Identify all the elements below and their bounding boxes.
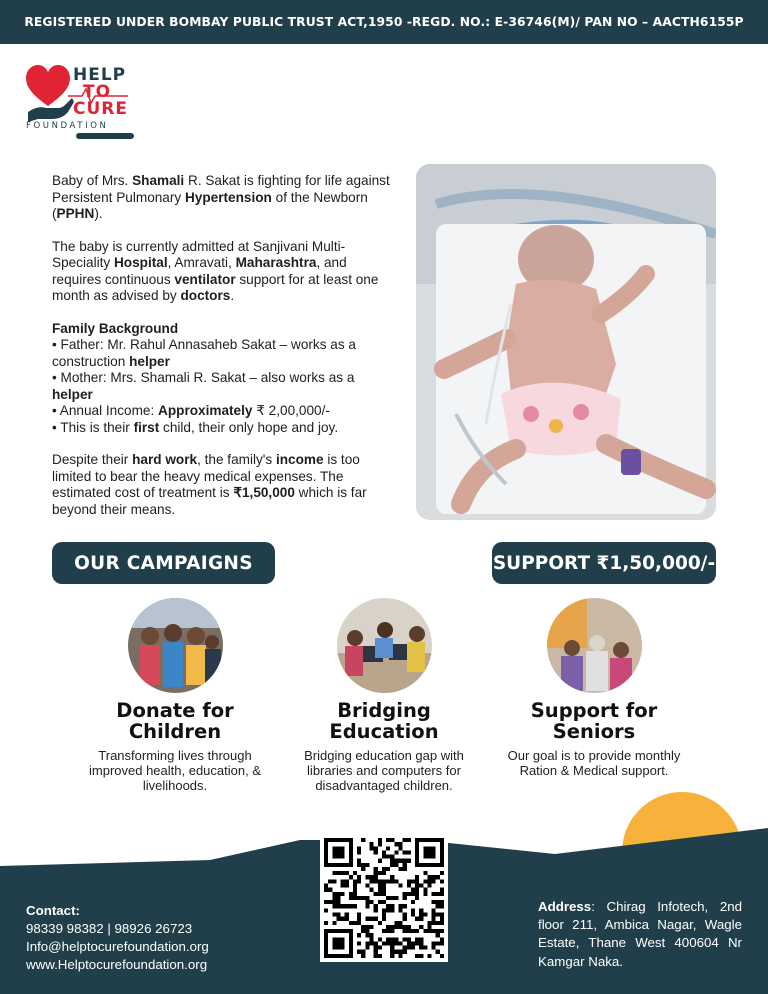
campaign-seniors-title: Support for Seniors xyxy=(530,699,658,743)
support-amount-button[interactable] xyxy=(492,542,716,584)
campaign-education-desc: Bridging education gap with libraries and computers for disadvantaged children. xyxy=(304,748,464,793)
registration-text: REGISTERED UNDER BOMBAY PUBLIC TRUST ACT,1950 -REGD. NO.: E-36746(M)/ PAN NO – AACTH6155P xyxy=(24,15,744,29)
logo-tagline-bar xyxy=(76,133,134,139)
contact-website[interactable]: www.Helptocurefoundation.org xyxy=(26,957,208,972)
campaign-children[interactable] xyxy=(75,598,275,793)
family-bullet-income: • Annual Income: Approximately ₹ 2,00,000/- xyxy=(52,403,330,418)
support-amount-label: SUPPORT ₹1,50,000/- xyxy=(492,552,716,574)
our-campaigns-label: OUR CAMPAIGNS xyxy=(74,552,253,574)
family-bullet-father: • Father: Mr. Rahul Annasaheb Sakat – works as a construction helper xyxy=(52,337,356,369)
children-photo xyxy=(128,598,223,693)
contact-block xyxy=(26,902,209,974)
logo-to-text: TO xyxy=(83,82,112,102)
campaign-children-desc: Transforming lives through improved health, education, & livelihoods. xyxy=(89,748,261,793)
family-background xyxy=(52,321,392,437)
our-campaigns-button[interactable] xyxy=(52,542,275,584)
contact-email[interactable]: Info@helptocurefoundation.org xyxy=(26,939,209,954)
address-block xyxy=(538,898,742,971)
qr-code-icon xyxy=(324,838,444,958)
logo-help-text: HELP xyxy=(73,65,127,85)
heart-hand-icon xyxy=(24,62,74,122)
family-bullet-child: • This is their first child, their only hope and joy. xyxy=(52,419,339,435)
logo-foundation-text: FOUNDATION xyxy=(26,121,109,131)
family-background-title: Family Background xyxy=(52,320,179,336)
education-photo xyxy=(337,598,432,693)
story-intro: Baby of Mrs. Shamali R. Sakat is fighting for life against Persistent Pulmonary Hypertension of the Newborn (PPHN). xyxy=(52,173,390,221)
seniors-photo xyxy=(547,598,642,693)
foundation-logo[interactable] xyxy=(24,62,144,142)
campaign-children-title: Donate for Children xyxy=(116,699,234,743)
contact-phones[interactable]: 98339 98382 | 98926 26723 xyxy=(26,921,193,936)
registration-banner xyxy=(0,0,768,44)
campaign-education-title: Bridging Education xyxy=(329,699,439,743)
patient-photo xyxy=(416,164,716,520)
address-label: Address xyxy=(538,899,592,914)
campaign-seniors[interactable] xyxy=(494,598,694,778)
patient-story xyxy=(52,173,392,534)
logo-cure-text: CURE xyxy=(73,99,128,119)
address-text: : Chirag Infotech, 2nd floor 211, Ambica Nagar, Wagle Estate, Thane West 400604 Nr Kamgar Naka. xyxy=(538,899,742,969)
story-hospital: The baby is currently admitted at Sanjivani Multi-Speciality Hospital, Amravati, Maharashtra, and requires continuous ventilator support for at least one month as advised by doctors. xyxy=(52,238,379,303)
campaign-education[interactable] xyxy=(284,598,484,793)
contact-label: Contact: xyxy=(26,903,80,918)
family-bullet-mother: • Mother: Mrs. Shamali R. Sakat – also works as a helper xyxy=(52,370,355,402)
donation-qr-code[interactable] xyxy=(320,834,448,962)
campaign-seniors-desc: Our goal is to provide monthly Ration & Medical support. xyxy=(507,748,681,778)
story-cost: Despite their hard work, the family's income is too limited to bear the heavy medical expenses. The estimated cost of treatment is ₹1,50,000 which is far beyond their means. xyxy=(52,452,367,517)
